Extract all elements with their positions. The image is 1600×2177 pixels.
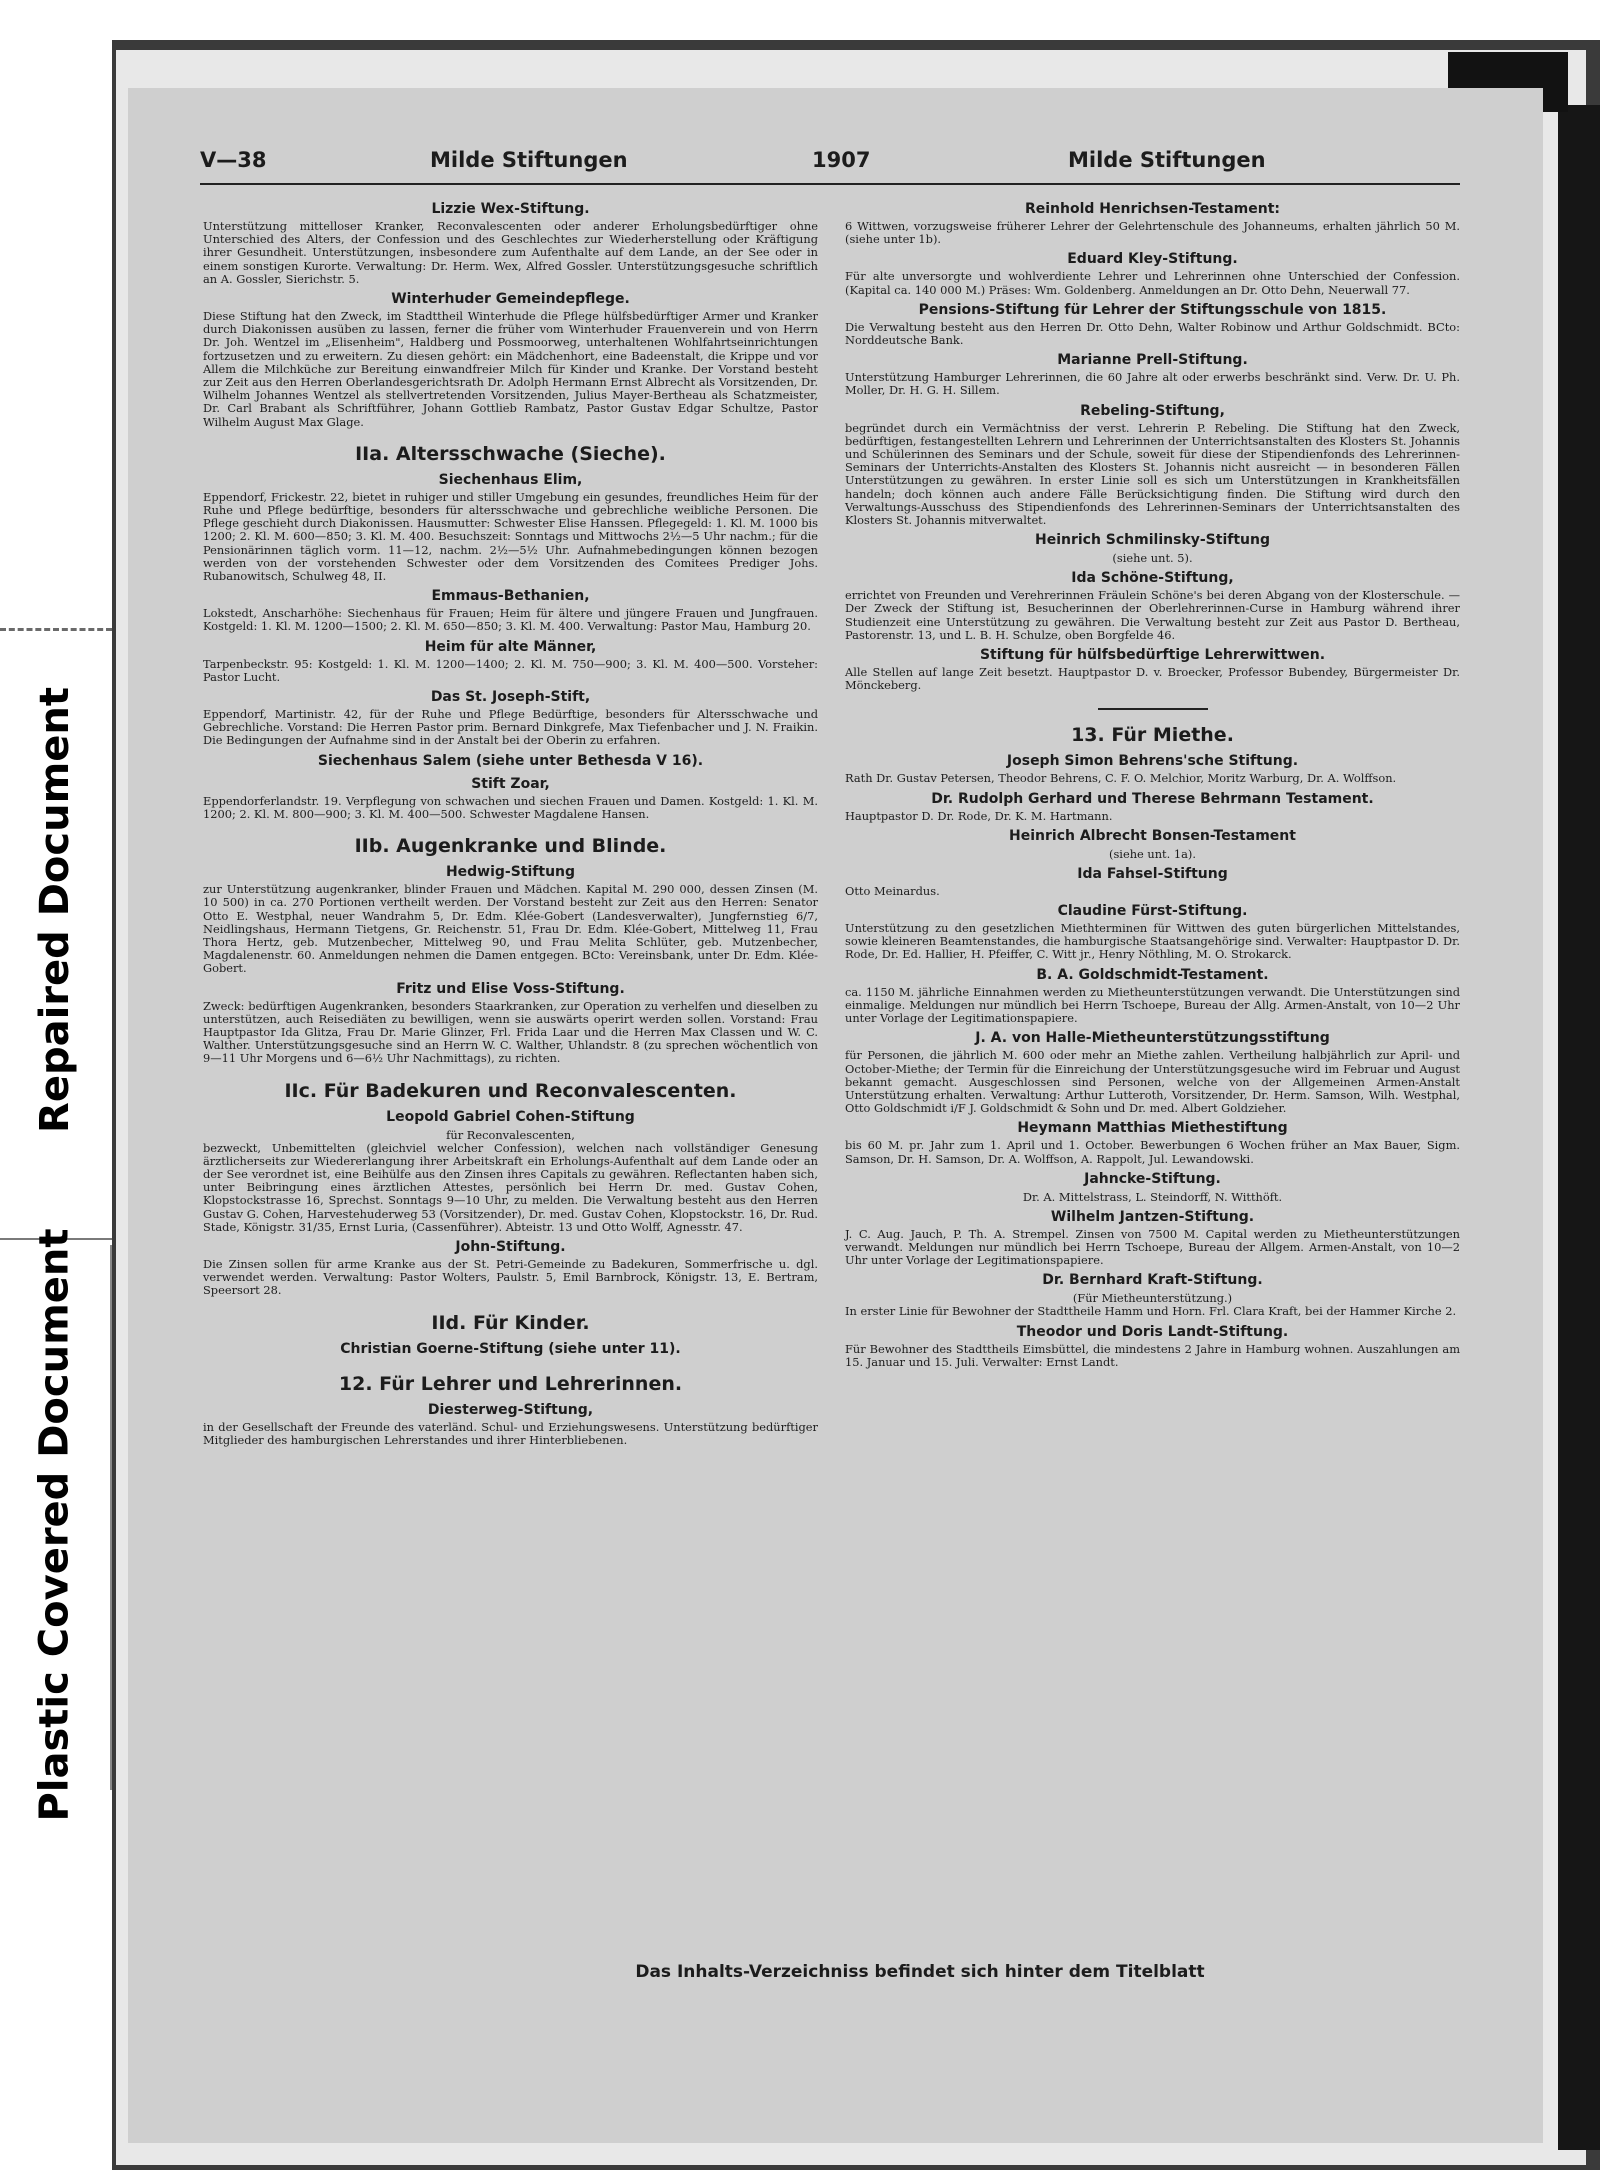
entry-note: Dr. A. Mittelstrass, L. Steindorff, N. Witthöft. — [1022, 1189, 1283, 1204]
entry-text: für Personen, die jährlich M. 600 oder mehr an Miethe zahlen. Vertheilung halbjährlich zur April- und October-Miethe; der Termin für die Einreichung der Unterstützungsgesuche wird im Februar und August bekannt gemacht. Ausgeschlossen sind Personen, welche von der Allgemeinen Armen-Anstalt Unterstützung erhalten. Verwaltung: Arthur Lutteroth, Vorsitzender, Dr. Herm. Samson, Wilh. Westphal, Otto Goldschmidt i/F J. Goldschmidt & Sohn und Dr. med. Albert Goldzieher. — [845, 1048, 1460, 1116]
left-column — [203, 196, 818, 1447]
header-year: 1907 — [812, 148, 871, 172]
entry-heading: Das St. Joseph-Stift, — [430, 689, 591, 706]
binding-edge — [1558, 105, 1600, 2150]
entry-text: Unterstützung zu den gesetzlichen Miethterminen für Wittwen des guten bürgerlichen Mittelstandes, sowie kleineren Beamtenstandes, die hamburgische Staatsangehörige sind. Verwalter: Hauptpastor D. Dr. Rode, Dr. Ed. Hallier, H. Pfeiffer, C. Witt jr., Henry Nöthling, M. O. Strokarck. — [845, 921, 1460, 962]
entry-heading: Ida Fahsel-Stiftung — [1077, 865, 1228, 882]
entry-heading: Christian Goerne-Stiftung (siehe unter 11). — [340, 1340, 681, 1357]
entry-heading: Heinrich Albrecht Bonsen-Testament — [1009, 827, 1296, 844]
entry-heading: B. A. Goldschmidt-Testament. — [1036, 966, 1269, 983]
section-heading: IId. Für Kinder. — [431, 1311, 590, 1334]
entry-text: bezweckt, Unbemittelten (gleichviel welcher Confession), welchen nach vollständiger Genesung ärztlicherseits zur Wiedererlangung ihrer Arbeitskraft ein Erholungs-Aufenthalt auf dem Lande oder an der See verordnet ist, eine Beihülfe aus den Zinsen ihres Capitals zu gewähren. Reflectanten haben sich, unter Beibringung eines ärztlichen Attestes, persönlich bei Herrn Dr. med. Gustav Cohen, Klopstockstrasse 16, Sprechst. Sonntags 9—10 Uhr, zu melden. Die Verwaltung besteht aus den Herren Gustav G. Cohen, Harvestehuderweg 53 (Vorsitzender), Dr. med. Gustav Cohen, Klopstockstr. 16, Dr. Rud. Stade, Königstr. 31/35, Ernst Luria, (Cassenführer). Abteistr. 13 und Otto Wolff, Agnesstr. 47. — [203, 1140, 818, 1234]
section-rule — [1098, 708, 1208, 710]
entry-heading: Leopold Gabriel Cohen-Stiftung — [386, 1108, 635, 1125]
section-heading: IIc. Für Badekuren und Reconvalescenten. — [284, 1079, 737, 1102]
entry-note: für Reconvalescenten, — [446, 1127, 575, 1142]
repaired-document-text: Repaired Document — [32, 687, 78, 1133]
entry-heading: Pensions-Stiftung für Lehrer der Stiftungsschule von 1815. — [918, 301, 1387, 318]
entry-text: Die Verwaltung besteht aus den Herren Dr. Otto Dehn, Walter Robinow und Arthur Goldschmidt. BCto: Norddeutsche Bank. — [845, 319, 1460, 348]
entry-text: in der Gesellschaft der Freunde des vaterländ. Schul- und Erziehungswesens. Unterstützung bedürftiger Mitglieder des hamburgischen Lehrerstandes und ihrer Hinterbliebenen. — [203, 1419, 818, 1447]
top-dashed-divider — [0, 628, 112, 631]
entry-text: Tarpenbeckstr. 95: Kostgeld: 1. Kl. M. 1200—1400; 2. Kl. M. 750—900; 3. Kl. M. 400—500. Vorsteher: Pastor Lucht. — [203, 656, 818, 684]
page-number: V—38 — [200, 148, 267, 172]
section-heading: IIb. Augenkranke und Blinde. — [354, 835, 667, 858]
entry-heading: Wilhelm Jantzen-Stiftung. — [1050, 1208, 1255, 1225]
entry-heading: Heim für alte Männer, — [424, 638, 597, 655]
entry-note: (siehe unt. 1a). — [1109, 846, 1196, 861]
plastic-covered-document-text: Plastic Covered Document — [32, 1228, 78, 1822]
entry-heading: Hedwig-Stiftung — [445, 864, 576, 881]
entry-heading: J. A. von Halle-Mietheunterstützungsstiftung — [975, 1030, 1330, 1047]
repaired-document-label — [0, 640, 110, 1180]
entry-heading: Marianne Prell-Stiftung. — [1057, 352, 1248, 369]
entry-text: Für Bewohner des Stadttheils Eimsbüttel, die mindestens 2 Jahre in Hamburg wohnen. Auszahlungen am 15. Januar und 15. Juli. Verwalter: Ernst Landt. — [845, 1341, 1460, 1369]
entry-heading: Diesterweg-Stiftung, — [427, 1401, 594, 1418]
entry-heading: Ida Schöne-Stiftung, — [1071, 570, 1234, 587]
entry-heading: John-Stiftung. — [455, 1238, 566, 1255]
entry-note: (Für Mietheunterstützung.) — [1072, 1291, 1233, 1306]
section-heading: 13. Für Miethe. — [1071, 724, 1234, 747]
entry-heading: Jahncke-Stiftung. — [1084, 1170, 1221, 1187]
header-title-right: Milde Stiftungen — [1068, 148, 1266, 172]
entry-heading: Lizzie Wex-Stiftung. — [431, 201, 590, 217]
entry-text: Die Zinsen sollen für arme Kranke aus der St. Petri-Gemeinde zu Badekuren, Sommerfrische u. dgl. verwendet werden. Verwaltung: Pastor Wolters, Paulstr. 5, Emil Barnbrock, Königstr. 13, E. Bertram, Speersort 28. — [203, 1256, 818, 1298]
entry-text: zur Unterstützung augenkranker, blinder Frauen und Mädchen. Kapital M. 290 000, dessen Zinsen (M. 10 500) in ca. 270 Portionen vertheilt werden. Der Vorstand besteht zur Zeit aus den Herren: Senator Otto E. Westphal, neuer Wandrahm 5, Dr. Edm. Klée-Gobert (Landesverwalter), Jungfernstieg 6/7, Neidlingshaus, Hermann Tietgens, Gr. Reichenstr. 51, Frau Dr. Edm. Klée-Gobert, Mittelweg 11, Frau Thora Hertz, geb. Mutzenbecher, Mittelweg 90, und Frau Melita Schlüter, geb. Mutzenbecher, Magdalenenstr. 60. Anmeldungen nehmen die Damen entgegen. BCto: Vereinsbank, unter Dr. Edm. Klée-Gobert. — [203, 882, 818, 976]
entry-text: Eppendorferlandstr. 19. Verpflegung von schwachen und siechen Frauen und Damen. Kostgeld: 1. Kl. M. 1200; 2. Kl. M. 800—900; 3. Kl. M. 400—500. Schwester Magdalene Hansen. — [203, 793, 818, 821]
entry-heading: Siechenhaus Elim, — [438, 471, 583, 488]
header-title-left: Milde Stiftungen — [430, 148, 628, 172]
entry-heading: Dr. Rudolph Gerhard und Therese Behrmann Testament. — [931, 790, 1374, 807]
entry-heading: Winterhuder Gemeindepflege. — [391, 291, 630, 308]
entry-text: J. C. Aug. Jauch, P. Th. A. Strempel. Zinsen von 7500 M. Capital werden zu Mietheunterstützungen verwandt. Meldungen nur mündlich bei Herrn Tschoepe, Bureau der Allgem. Armen-Anstalt, von 10—2 Uhr unter Vorlage der Legitimationspapiere. — [845, 1226, 1460, 1268]
plastic-covered-document-label — [0, 1228, 110, 1822]
entry-text: errichtet von Freunden und Verehrerinnen Fräulein Schöne's bei deren Abgang von der Klosterschule. — Der Zweck der Stiftung ist, Besucherinnen der Oberlehrerinnen-Curse in Hamburg während ihrer Studienzeit eine Unterstützung zu gewähren. Die Verwaltung besteht zur Zeit aus Pastor D. Bertheau, Pastorenstr. 13, und L. B. H. Schulze, oben Borgfelde 46. — [845, 588, 1460, 642]
entry-text: begründet durch ein Vermächtniss der verst. Lehrerin P. Rebeling. Die Stiftung hat den Zweck, bedürftigen, festangestellten Lehrern und Lehrerinnen der Unterrichtsanstalten des Klosters St. Johannis und Schülerinnen des Seminars und der Schule, soweit für diese der Stipendienfonds des Lehrerinnen-Seminars der Unterrichts-Anstalten des Klosters St. Johannis nicht ausreicht — in besonderen Fällen Unterstützungen zu gewähren. In erster Linie soll es sich um Unterstützungen in Krankheitsfällen handeln; doch können auch andere Fälle Berücksichtigung finden. Die Stiftung wird durch den Verwaltungs-Ausschuss des Stipendienfonds des Lehrerinnen-Seminars der Unterrichtsanstalten des Klosters St. Johannis mitverwaltet. — [845, 420, 1460, 528]
entry-text: Eppendorf, Frickestr. 22, bietet in ruhiger und stiller Umgebung ein gesundes, freundliches Heim für der Ruhe und Pflege bedürftige, besonders für altersschwache und gebrechliche weibliche Personen. Die Pflege geschieht durch Diakonissen. Hausmutter: Schwester Elise Hanssen. Pflegegeld: 1. Kl. M. 1000 bis 1200; 2. Kl. M. 600—850; 3. Kl. M. 400. Besuchszeit: Sonntags und Mittwochs 2½—5 Uhr nachm.; für die Pensionärinnen täglich vorm. 11—12, nachm. 2½—5½ Uhr. Aufnahmebedingungen können bezogen werden von der vorstehenden Schwester oder dem Vorsitzenden des Comitees Prediger Johs. Rubanowitsch, Schulweg 48, II. — [203, 489, 818, 584]
entry-heading: Dr. Bernhard Kraft-Stiftung. — [1042, 1272, 1263, 1289]
entry-text: Diese Stiftung hat den Zweck, im Stadttheil Winterhude die Pflege hülfsbedürftiger Armer und Kranker durch Diakonissen ausüben zu lassen, ferner die früher vom Winterhuder Frauenverein und von Herrn Dr. Joh. Wentzel im „Elisenheim", Haldberg und Possmoorweg, unterhaltenen Wohlfahrtseinrichtungen fortzusetzen und zu erweitern. Zu diesen gehört: ein Mädchenhort, eine Badeenstalt, die Krippe und vor Allem die Milchküche zur Bereitung einwandfreier Milch für Kinder und Kranke. Der Vorstand besteht zur Zeit aus den Herren Oberlandesgerichtsrath Dr. Adolph Hermann Ernst Albrecht als Vorsitzenden, Dr. Wilhelm Johannes Wentzel als stellvertretenden Vorsitzenden, Julius Mayer-Bertheau als Schatzmeister, Dr. Carl Brabant als Schriftführer, Johann Gottlieb Rambatz, Pastor Gustav Edgar Schultze, Pastor Wilhelm August Max Glage. — [203, 309, 818, 429]
entry-text: In erster Linie für Bewohner der Stadttheile Hamm und Horn. Frl. Clara Kraft, bei der Hammer Kirche 2. — [845, 1304, 1457, 1319]
entry-heading: Eduard Kley-Stiftung. — [1067, 251, 1238, 268]
entry-text: Otto Meinardus. — [845, 883, 940, 898]
entry-text: Unterstützung Hamburger Lehrerinnen, die 60 Jahre alt oder erwerbs beschränkt sind. Verw. Dr. U. Ph. Moller, Dr. H. G. H. Sillem. — [845, 370, 1460, 398]
entry-text: bis 60 M. pr. Jahr zum 1. April und 1. October. Bewerbungen 6 Wochen früher an Max Bauer, Sigm. Samson, Dr. H. Samson, Dr. A. Wolffson, A. Rappolt, Jul. Lewandowski. — [845, 1138, 1460, 1166]
entry-heading: Heymann Matthias Miethestiftung — [1017, 1120, 1288, 1137]
entry-text: Hauptpastor D. Dr. Rode, Dr. K. M. Hartmann. — [845, 808, 1113, 823]
entry-text: Alle Stellen auf lange Zeit besetzt. Hauptpastor D. v. Broecker, Professor Bubendey, Bürgermeister Dr. Mönckeberg. — [845, 665, 1460, 693]
entry-heading: Siechenhaus Salem (siehe unter Bethesda V 16). — [317, 752, 704, 769]
section-heading: IIa. Altersschwache (Sieche). — [355, 442, 666, 465]
entry-heading: Stiftung für hülfsbedürftige Lehrerwittwen. — [979, 647, 1326, 664]
right-column — [845, 196, 1460, 1369]
entry-text: Zweck: bedürftigen Augenkranken, besonders Staarkranken, zur Operation zu verhelfen und dieselben zu unterstützen, auch Reisediäten zu bewilligen, wenn sie auswärts operirt werden sollen. Vorstand: Frau Hauptpastor Ida Glitza, Frau Dr. Marie Glinzer, Frl. Frida Laar und die Herren Max Classen und W. C. Walther. Unterstützungsgesuche sind an Herrn W. C. Walther, Uhlandstr. 8 (zu sprechen wöchentlich von 9—11 Uhr Morgens und 6—6½ Uhr Nachmittags), zu richten. — [203, 998, 818, 1066]
entry-text: 6 Wittwen, vorzugsweise früherer Lehrer der Gelehrtenschule des Johanneums, erhalten jährlich 50 M. (siehe unter 1b). — [845, 219, 1460, 247]
entry-text: Unterstützung mittelloser Kranker, Reconvalescenten oder anderer Erholungsbedürftiger ohne Unterschied des Alters, der Confession und des Geschlechtes zur Wiederherstellung oder Kräftigung ihrer Gesundheit. Unterstützungen, insbesondere zum Aufenthalte auf dem Lande, an der See oder in einem sonstigen Kurorte. Verwaltung: Dr. Herm. Wex, Alfred Gossler. Unterstützungsgesuche schriftlich an A. Gossler, Sierichstr. 5. — [203, 219, 818, 286]
header-rule — [200, 183, 1460, 185]
section-heading: 12. Für Lehrer und Lehrerinnen. — [338, 1372, 683, 1395]
entry-heading: Reinhold Henrichsen-Testament: — [1024, 201, 1280, 217]
entry-text: Für alte unversorgte und wohlverdiente Lehrer und Lehrerinnen ohne Unterschied der Confession. (Kapital ca. 140 000 M.) Präses: Wm. Goldenberg. Anmeldungen an Dr. Otto Dehn, Neuerwall 77. — [845, 269, 1460, 297]
entry-heading: Stift Zoar, — [471, 775, 550, 792]
entry-text: Lokstedt, Anscharhöhe: Siechenhaus für Frauen; Heim für ältere und jüngere Frauen und Jungfrauen. Kostgeld: 1. Kl. M. 1200—1500; 2. Kl. M. 650—850; 3. Kl. M. 400. Verwaltung: Pastor Mau, Hamburg 20. — [203, 606, 818, 634]
entry-heading: Heinrich Schmilinsky-Stiftung — [1034, 532, 1270, 549]
entry-heading: Theodor und Doris Landt-Stiftung. — [1016, 1323, 1289, 1340]
entry-heading: Fritz und Elise Voss-Stiftung. — [396, 980, 625, 997]
entry-heading: Rebeling-Stiftung, — [1080, 402, 1225, 419]
footer-note: Das Inhalts-Verzeichniss befindet sich hinter dem Titelblatt — [635, 1962, 1205, 1982]
page-header — [200, 148, 1460, 180]
entry-heading: Emmaus-Bethanien, — [431, 588, 590, 605]
entry-text: ca. 1150 M. jährliche Einnahmen werden zu Mietheunterstützungen verwandt. Die Unterstützungen sind einmalige. Meldungen nur mündlich bei Herrn Tschoepe, Bureau der Allg. Armen-Anstalt, von 10—2 Uhr unter Vorlage der Legitimationspapiere. — [845, 984, 1460, 1026]
entry-heading: Claudine Fürst-Stiftung. — [1057, 903, 1248, 920]
entry-text: Eppendorf, Martinistr. 42, für der Ruhe und Pflege Bedürftige, besonders für Altersschwache und Gebrechliche. Vorstand: Die Herren Pastor prim. Bernard Dinkgrefe, Max Tiefenbacher und J. N. Fraikin. Die Bedingungen der Aufnahme sind in der Anstalt bei der Oberin zu erfahren. — [203, 707, 818, 748]
entry-text: Rath Dr. Gustav Petersen, Theodor Behrens, C. F. O. Melchior, Moritz Warburg, Dr. A. Wolffson. — [845, 771, 1397, 786]
entry-note: (siehe unt. 5). — [1112, 551, 1193, 566]
entry-heading: Joseph Simon Behrens'sche Stiftung. — [1006, 753, 1299, 770]
